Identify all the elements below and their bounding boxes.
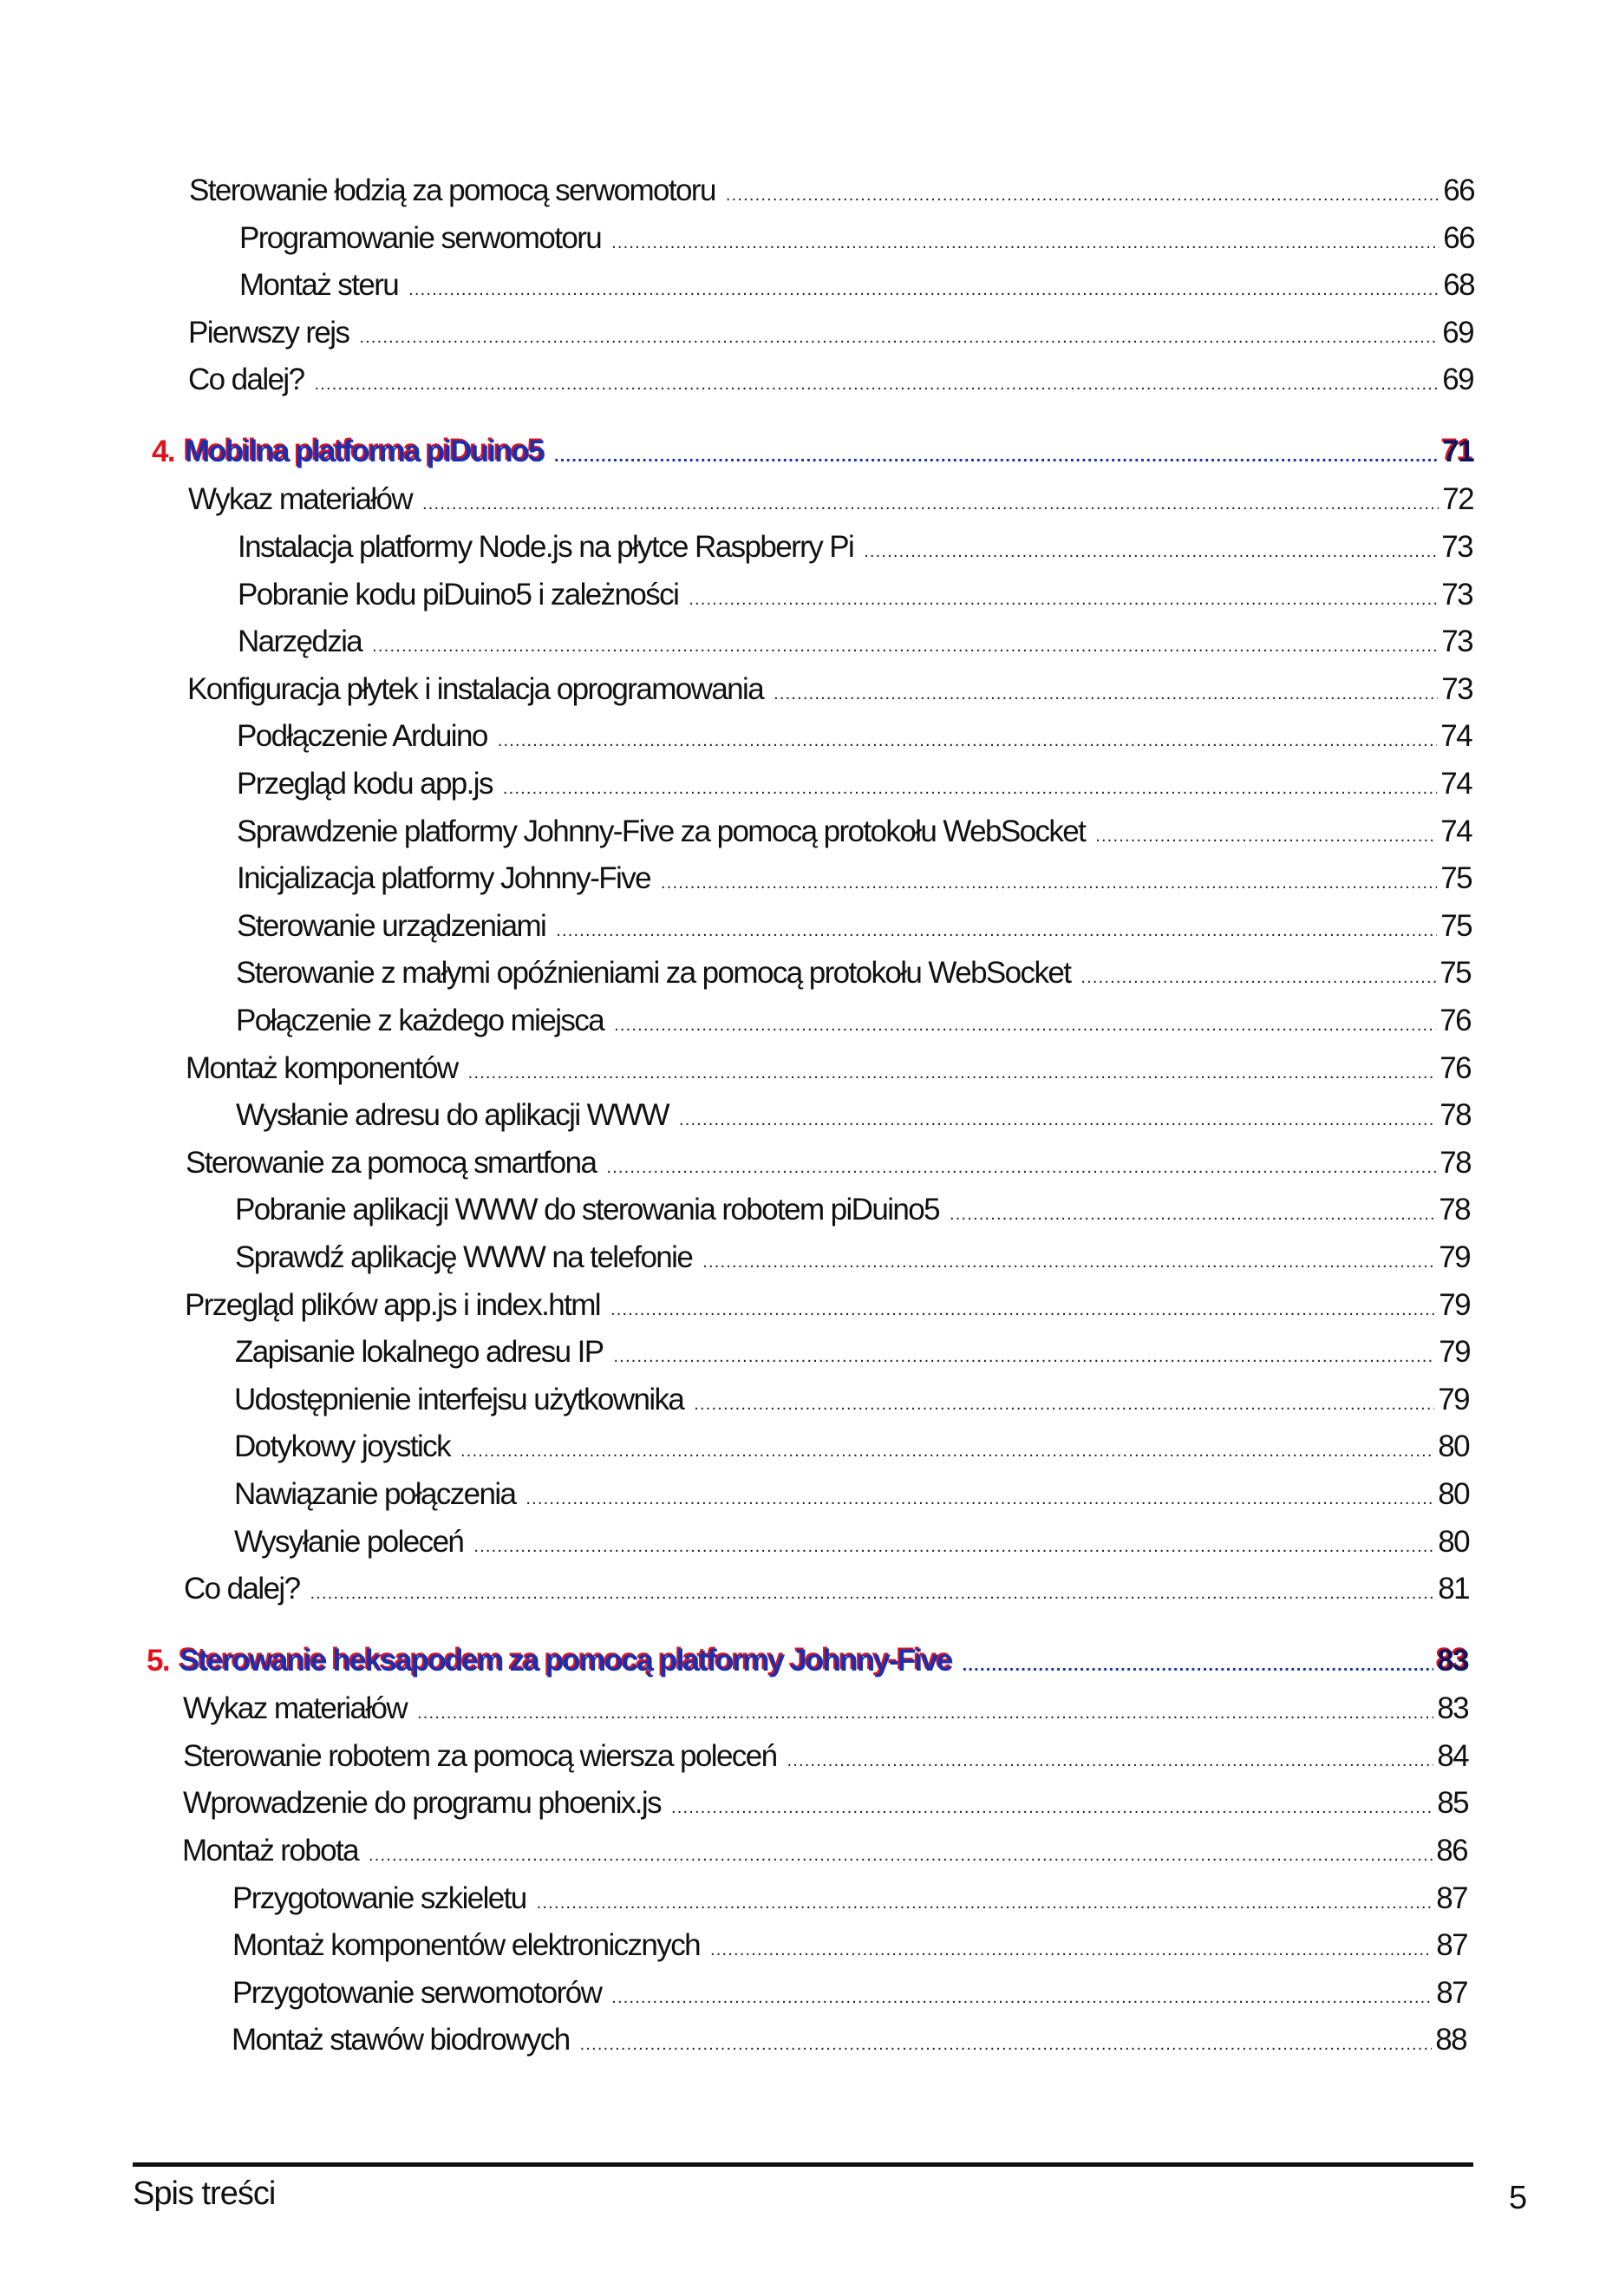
toc-entry-title: Podłączenie Arduino — [237, 719, 487, 754]
dot-leader — [611, 233, 1439, 253]
toc-page-number: 66 — [1443, 173, 1474, 207]
toc-page-number: 80 — [1438, 1429, 1469, 1464]
toc-entry-title: Przygotowanie szkieletu — [232, 1881, 526, 1915]
toc-entry — [185, 1288, 1470, 1331]
toc-entry-title: Co dalej? — [188, 363, 304, 397]
dot-leader — [556, 921, 1437, 941]
toc-entry — [239, 221, 1474, 265]
toc-entry-title: Sprawdź aplikację WWW na telefonie — [235, 1240, 693, 1274]
toc-entry-title: Wykaz materiałów — [183, 1691, 408, 1726]
dot-leader — [526, 1489, 1434, 1509]
toc-page-number: 78 — [1439, 1098, 1471, 1133]
toc-page-number: 84 — [1437, 1738, 1468, 1773]
dot-leader — [774, 684, 1438, 704]
toc-entry-title: Nawiązanie połączenia — [234, 1477, 516, 1511]
dot-leader — [710, 1940, 1433, 1960]
dot-leader — [694, 1395, 1434, 1415]
toc-entry-title: Montaż steru — [239, 268, 399, 303]
dot-leader — [950, 1205, 1435, 1225]
toc-entry-title: Montaż robota — [182, 1834, 358, 1868]
toc-entry-title: Sterowanie robotem za pomocą wiersza poleceń — [183, 1738, 777, 1773]
toc-entry — [236, 1004, 1471, 1047]
toc-page-number: 80 — [1438, 1477, 1469, 1511]
toc-entry-title: Sterowanie za pomocą smartfona — [186, 1145, 597, 1180]
toc-entry-title: Pierwszy rejs — [188, 315, 349, 350]
dot-leader — [468, 1063, 1437, 1083]
toc-entry — [184, 1572, 1469, 1615]
toc-page-number: 66 — [1443, 220, 1474, 255]
toc-page-number: 78 — [1439, 1193, 1470, 1227]
toc-page-number: 69 — [1442, 315, 1473, 350]
toc-entry-title: Wykaz materiałów — [188, 482, 413, 517]
dot-leader — [787, 1751, 1433, 1771]
toc-entry — [187, 672, 1472, 716]
toc-page-number: 75 — [1439, 956, 1471, 991]
toc-entry — [232, 1881, 1467, 1925]
dot-leader — [671, 1798, 1433, 1818]
toc-page-number: 83 — [1437, 1644, 1468, 1678]
toc-chapter — [147, 1644, 1468, 1687]
toc-entry-title: Wysłanie adresu do aplikacji WWW — [236, 1098, 669, 1133]
toc-entry — [186, 1051, 1471, 1095]
toc-entry-title: Co dalej? — [184, 1572, 300, 1606]
dot-leader — [314, 375, 1439, 395]
toc-page-number: 73 — [1441, 671, 1472, 706]
toc-page-number: 74 — [1440, 719, 1472, 754]
toc-entry — [183, 1739, 1468, 1783]
toc-entry — [189, 173, 1474, 217]
toc-page-number: 83 — [1437, 1691, 1468, 1726]
toc-entry-title: Przegląd kodu app.js — [237, 767, 493, 801]
dot-leader — [661, 873, 1437, 893]
toc-entry — [232, 1976, 1467, 2019]
toc-entry-title: Przygotowanie serwomotorów — [232, 1975, 602, 2010]
toc-entry-title: Pobranie kodu piDuino5 i zależności — [238, 577, 679, 612]
toc-entry — [237, 861, 1472, 905]
toc-entry — [183, 1786, 1468, 1829]
toc-entry-title: Sterowanie łodzią za pomocą serwomotoru — [189, 173, 715, 207]
toc-entry — [237, 909, 1472, 952]
toc-entry-title: Pobranie aplikacji WWW do sterowania robotem piDuino5 — [235, 1193, 939, 1227]
dot-leader — [580, 2035, 1433, 2055]
toc-page-number: 72 — [1442, 482, 1473, 517]
toc-entry-title: Programowanie serwomotoru — [239, 220, 602, 255]
dot-leader — [417, 1704, 1433, 1724]
toc-page-number: 81 — [1438, 1572, 1469, 1606]
toc-page-number: 71 — [1442, 435, 1473, 469]
chapter-number: 4. — [152, 435, 174, 469]
toc-entry — [234, 1477, 1469, 1521]
toc-page-number: 74 — [1440, 814, 1472, 848]
toc-entry-title: Montaż komponentów — [186, 1050, 458, 1085]
toc-entry-title: Wysyłanie poleceń — [234, 1524, 464, 1559]
dot-leader — [613, 1347, 1435, 1367]
toc-entry — [188, 363, 1473, 406]
toc-page-number: 87 — [1436, 1928, 1467, 1963]
toc-entry-title: Sterowanie z małymi opóźnieniami za pomocą protokołu WebSocket — [236, 956, 1071, 991]
dot-leader — [689, 590, 1438, 610]
dot-leader — [473, 1537, 1434, 1557]
dot-leader — [537, 1894, 1433, 1913]
toc-page-number: 80 — [1438, 1524, 1469, 1559]
toc-page-number: 78 — [1439, 1145, 1471, 1180]
toc-page-number: 87 — [1436, 1975, 1467, 2010]
toc-page-number: 74 — [1440, 767, 1472, 801]
toc-entry — [236, 956, 1471, 999]
toc-entry-title: Udostępnienie interfejsu użytkownika — [234, 1382, 684, 1416]
toc-entry — [239, 268, 1474, 311]
footer-divider — [133, 2162, 1473, 2167]
toc-page-number: 75 — [1440, 861, 1472, 896]
dot-leader — [372, 637, 1438, 657]
toc-entry-title: Instalacja platformy Node.js na płytce Raspberry Pi — [238, 530, 854, 564]
toc-entry-title: Montaż komponentów elektronicznych — [232, 1928, 700, 1963]
dot-leader — [864, 542, 1438, 562]
dot-leader — [422, 494, 1439, 514]
toc-page-number: 73 — [1441, 577, 1472, 612]
dot-leader — [1080, 968, 1436, 988]
dot-leader — [702, 1253, 1435, 1272]
toc-entry — [238, 578, 1472, 621]
toc-entry — [232, 2023, 1466, 2066]
toc-page-number: 79 — [1439, 1287, 1470, 1322]
dot-leader — [498, 731, 1438, 751]
dot-leader — [408, 280, 1439, 300]
toc-entry-title: Sterowanie heksapodem za pomocą platformy Johnny-Five — [180, 1644, 952, 1678]
toc-entry — [237, 719, 1472, 762]
toc-page-number: 79 — [1438, 1382, 1469, 1416]
toc-entry — [235, 1193, 1470, 1236]
toc-entry — [235, 1240, 1470, 1284]
toc-page-number: 79 — [1439, 1240, 1470, 1274]
dot-leader — [611, 1988, 1433, 2008]
toc-entry — [237, 814, 1472, 858]
toc-entry-title: Mobilna platforma piDuino5 — [185, 435, 545, 469]
dot-leader — [610, 1300, 1435, 1320]
toc-entry — [186, 1146, 1471, 1189]
toc-page-number: 73 — [1441, 530, 1472, 564]
toc-entry — [182, 1834, 1467, 1877]
toc-page-number: 68 — [1443, 268, 1474, 303]
toc-page-number: 76 — [1439, 1050, 1471, 1085]
toc-entry-title: Sprawdzenie platformy Johnny-Five za pomocą protokołu WebSocket — [237, 814, 1086, 848]
footer-section-title: Spis treści — [133, 2175, 276, 2212]
toc-entry — [238, 625, 1472, 668]
toc-entry — [238, 530, 1472, 573]
toc-entry-title: Inicjalizacja platformy Johnny-Five — [237, 861, 650, 896]
toc-entry — [232, 1928, 1467, 1972]
toc-page-number: 73 — [1441, 625, 1472, 659]
toc-page-number: 88 — [1435, 2023, 1466, 2057]
toc-entry — [237, 767, 1472, 810]
dot-leader — [614, 1016, 1436, 1036]
dot-leader — [310, 1584, 1434, 1604]
toc-entry-title: Sterowanie urządzeniami — [237, 908, 546, 943]
toc-page-number: 69 — [1442, 363, 1473, 397]
dot-leader — [606, 1158, 1436, 1178]
toc-entry — [188, 316, 1473, 359]
toc-entry — [188, 482, 1473, 526]
chapter-number: 5. — [147, 1644, 169, 1678]
toc-entry — [235, 1335, 1470, 1378]
toc-entry — [183, 1691, 1468, 1735]
toc-page-number: 86 — [1436, 1834, 1467, 1868]
dot-leader — [963, 1656, 1434, 1676]
toc-entry — [234, 1525, 1469, 1568]
dot-leader — [503, 779, 1437, 799]
toc-entry-title: Konfiguracja płytek i instalacja oprogramowania — [187, 671, 764, 706]
toc-entry — [236, 1098, 1471, 1141]
toc-entry-title: Wprowadzenie do programu phoenix.js — [183, 1786, 661, 1821]
toc-entry — [234, 1429, 1469, 1473]
toc-chapter — [152, 435, 1473, 478]
toc-page-number: 87 — [1436, 1881, 1467, 1915]
toc-entry-title: Montaż stawów biodrowych — [232, 2023, 570, 2057]
dot-leader — [460, 1442, 1434, 1462]
dot-leader — [369, 1846, 1433, 1866]
toc-entry-title: Połączenie z każdego miejsca — [236, 1004, 604, 1037]
toc-page-number: 75 — [1440, 908, 1472, 943]
dot-leader — [359, 328, 1439, 348]
toc-page-number: 79 — [1439, 1335, 1470, 1370]
dot-leader — [679, 1110, 1436, 1130]
footer-page-number: 5 — [1509, 2180, 1528, 2216]
toc-entry-title: Zapisanie lokalnego adresu IP — [235, 1335, 604, 1370]
dot-leader — [1095, 827, 1437, 847]
toc-entry-title: Narzędzia — [238, 625, 362, 659]
toc-page-number: 85 — [1437, 1786, 1468, 1821]
toc-entry-title: Przegląd plików app.js i index.html — [185, 1287, 600, 1322]
toc-entry-title: Dotykowy joystick — [234, 1429, 450, 1464]
dot-leader — [554, 447, 1439, 467]
toc-entry — [234, 1383, 1469, 1426]
dot-leader — [726, 186, 1439, 206]
toc-page-number: 76 — [1439, 1004, 1471, 1037]
